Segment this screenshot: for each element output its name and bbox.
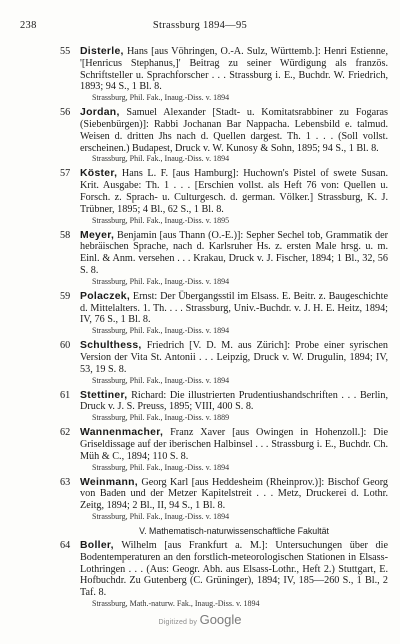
- entry-text: Friedrich [V. D. M. aus Zürich]: Probe einer syrischen Version der Vita St. Antonii . . . Leipzig, Druck v. W. Drugulin, 1894; IV, 53, 19 S. 8.: [80, 340, 388, 375]
- entry-list: [14, 46, 388, 613]
- entry-text: Benjamin [aus Thann (O.-E.)]: Sepher Sechel tob, Grammatik der hebräischen Sprache, nach d. Karlsruher Hs. z. ersten Male hrsg. u. m. Einl. & Anm. versehen . . . Krakau, Druck v. J. Fischer, 1894; 1 Bl., 32, 56 S. 8.: [80, 229, 389, 276]
- bibliography-entry: [14, 340, 388, 385]
- dissertation-note: Strassburg, Phil. Fak., Inaug.-Diss. v. 1895: [92, 215, 230, 225]
- bibliography-entry: [14, 390, 388, 424]
- entry-body: [80, 340, 388, 375]
- entry-number: 62: [60, 427, 71, 439]
- bibliography-entry: [14, 540, 388, 609]
- bibliography-entry: [14, 230, 388, 287]
- entry-number: 58: [60, 229, 71, 241]
- bibliography-entry: [14, 291, 388, 336]
- entry-body: [80, 107, 388, 154]
- author-surname: Köster,: [80, 168, 118, 180]
- author-surname: Weinmann,: [80, 476, 138, 488]
- entry-number: 56: [60, 107, 71, 119]
- entry-body: [80, 168, 388, 215]
- entry-text: Ernst: Der Übergangsstil im Elsass. E. Beitr. z. Baugeschichte d. Mittelalters. 1. Th. . . . Strassburg, Univ.-Buchdr. v. J. H. E. Heitz, 1894; IV, 76 S., 1 Bl. 8.: [80, 290, 388, 326]
- entry-number: 61: [60, 389, 71, 401]
- bibliography-entry: [14, 427, 388, 472]
- dissertation-note: Strassburg, Math.-naturw. Fak., Inaug.-Diss. v. 1894: [92, 598, 260, 608]
- entry-number: 64: [60, 539, 71, 551]
- dissertation-note: Strassburg, Phil. Fak., Inaug.-Diss. v. 1894: [92, 276, 230, 286]
- entry-number: 63: [60, 476, 71, 488]
- author-surname: Boller,: [80, 539, 114, 551]
- author-surname: Wannenmacher,: [80, 427, 164, 439]
- section-heading: V. Mathematisch-naturwissenschaftliche Fakultät: [139, 525, 329, 536]
- entry-number: 57: [60, 168, 71, 180]
- entry-body: [80, 46, 388, 93]
- dissertation-note: Strassburg, Phil. Fak., Inaug.-Diss. v. 1894: [92, 93, 230, 103]
- dissertation-note: Strassburg, Phil. Fak., Inaug.-Diss. v. 1894: [92, 326, 230, 336]
- entry-text: Wilhelm [aus Frankfurt a. M.]: Untersuchungen über die Bodentemperaturen an den forstlich-meteorologischen Stationen in Elsass-Lothringen . . . (Aus: Geogr. Abh. aus Elsass-Lothr., Heft 2.) Stuttgart, E. Hofbuchdr. Zu Gutenberg (C. Grüninger), 1894; IV, 185—260 S., 1 Bl., 2 Taf. 8.: [80, 539, 388, 599]
- entry-text: Richard: Die illustrierten Prudentiushandschriften . . . Berlin, Druck v. J. S. Preuss, 1895; VIII, 400 S. 8.: [80, 389, 388, 413]
- digitization-footer: [0, 612, 400, 627]
- entry-body: [80, 427, 388, 462]
- bibliography-entry: [14, 168, 388, 225]
- bibliography-entry: [14, 107, 388, 164]
- entry-body: [80, 477, 388, 512]
- author-surname: Meyer,: [80, 229, 115, 241]
- bibliography-entry: [14, 477, 388, 522]
- entry-number: 59: [60, 290, 71, 302]
- entry-text: Samuel Alexander [Stadt- u. Komitatsrabbiner zu Fogaras (Siebenbürgen)]: Rabbi Jochanan Bar Nappacha. Lebensbild e. talmud. Weisen d. dritten Jhs nach d. Quellen dargest. Th. 1 . . . (Soll vollst. erscheinen.) Budapest, Druck v. W. Kunosy & Sohn, 1895; 94 S., 1 Bl. 8.: [80, 107, 389, 154]
- dissertation-note: Strassburg, Phil. Fak., Inaug.-Diss. v. 1894: [92, 154, 230, 164]
- entry-text: Hans [aus Vöhringen, O.-A. Sulz, Württemb.]: Henri Estienne, '[Henricus Stephanus,]' Beitrag zu seiner Würdigung als französ. Schriftsteller u. Sprachforscher . . . Strassburg i. E., Buchdr. W. Friedrich, 1893; 94 S., 1 Bl. 8.: [80, 46, 388, 93]
- entry-body: [80, 291, 388, 326]
- entry-text: Franz Xaver [aus Owingen in Hohenzoll.]: Die Griseldissage auf der iberischen Halbinsel . . . Strassburg i. E., Buchdr. Ch. Müh & C., 1894; 110 S. 8.: [80, 427, 388, 462]
- entry-number: 55: [60, 46, 71, 57]
- entry-number: 60: [60, 340, 71, 352]
- dissertation-note: Strassburg, Phil. Fak., Inaug.-Diss. v. 1894: [92, 462, 230, 472]
- author-surname: Stettiner,: [80, 389, 128, 401]
- digitized-by-label: Digitized by: [158, 619, 198, 626]
- running-title: Strassburg 1894—95: [152, 20, 248, 31]
- entry-text: Georg Karl [aus Heddesheim (Rheinprov.)]: Bischof Georg von Baden und der Metzer Kapitelstreit . . . Metz, Druckerei d. Lothr. Zeitg, 1894; 2 Bl., II, 94 S., 1 Bl. 8.: [80, 476, 389, 512]
- google-logo: Google: [199, 612, 242, 627]
- author-surname: Schulthess,: [80, 340, 142, 352]
- entry-body: [80, 390, 388, 414]
- dissertation-note: Strassburg, Phil. Fak., Inaug.-Diss. v. 1894: [92, 511, 230, 521]
- dissertation-note: Strassburg, Phil. Fak., Inaug.-Diss. v. 1894: [92, 375, 230, 385]
- author-surname: Polaczek,: [80, 290, 131, 302]
- author-surname: Jordan,: [80, 107, 120, 119]
- bibliography-entry: [14, 46, 388, 103]
- page-number: 238: [20, 20, 37, 31]
- dissertation-note: Strassburg, Phil. Fak., Inaug.-Diss. v. 1889: [92, 413, 230, 423]
- page-header: [0, 20, 400, 34]
- entry-body: [80, 230, 388, 277]
- entry-body: [80, 540, 388, 599]
- entry-text: Hans L. F. [aus Hamburg]: Huchown's Pistel of swete Susan. Krit. Ausgabe: Th. 1 . . . [Erschien vollst. als Heft 76 von: Quellen u. Forsch. z. Sprach- u. Culturgesch. d. german. Völker.] Strassburg, K. J. Trübner, 1895; 4 Bl., 62 S., 1 Bl. 8.: [80, 168, 388, 215]
- author-surname: Disterle,: [80, 46, 124, 57]
